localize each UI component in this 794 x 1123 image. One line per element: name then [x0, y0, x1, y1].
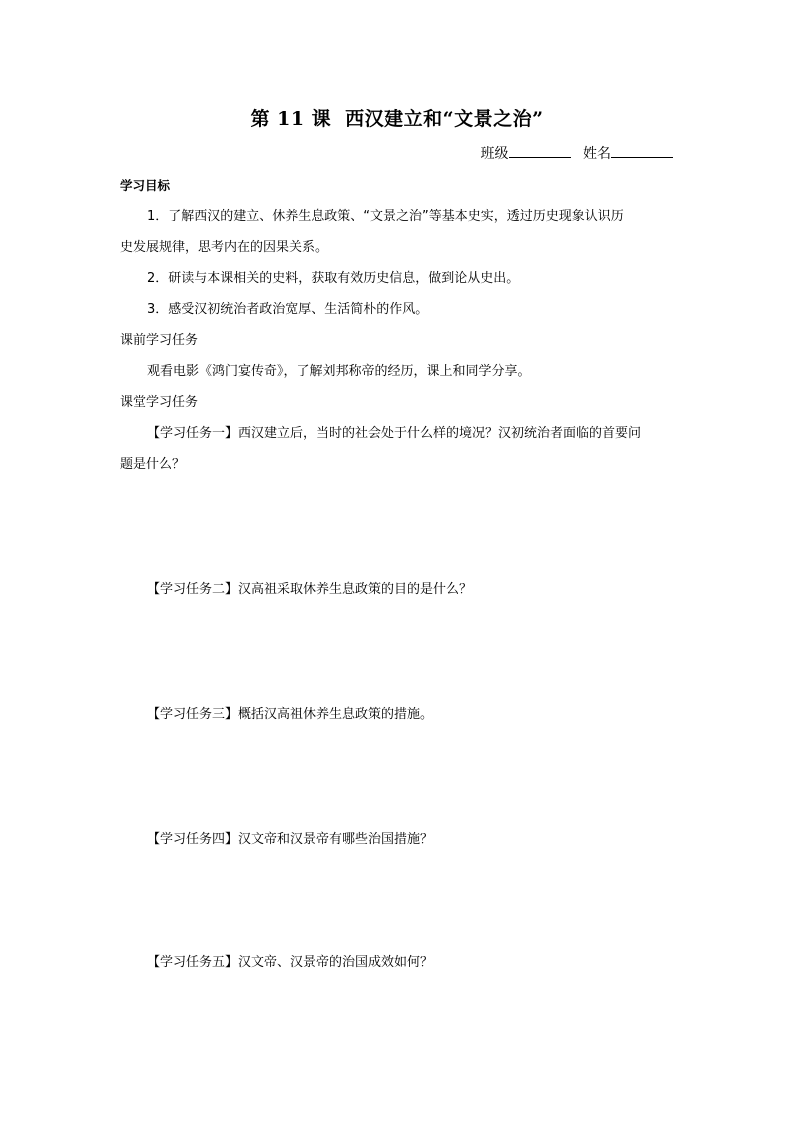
- task-2: [147, 582, 472, 598]
- task-4: [147, 832, 433, 848]
- task-4-label: 【学习任务四】: [147, 832, 239, 847]
- name-label: 姓名: [583, 146, 611, 162]
- name-blank[interactable]: [611, 143, 673, 158]
- task-3: [147, 707, 433, 723]
- task-1-label: 【学习任务一】: [147, 426, 239, 441]
- task-5: [147, 955, 433, 971]
- task-1-text: 西汉建立后，当时的社会处于什么样的境况？汉初统治者面临的首要问: [238, 426, 642, 441]
- task-3-text: 概括汉高祖休养生息政策的措施。: [238, 707, 434, 722]
- objective-2: 2．研读与本课相关的史料，获取有效历史信息，做到论从史出。: [147, 271, 520, 286]
- page-title: [0, 104, 794, 131]
- objective-1-line-1: 1．了解西汉的建立、休养生息政策、“文景之治”等基本史实，透过历史现象认识历: [147, 209, 624, 224]
- task-5-text: 汉文帝、汉景帝的治国成效如何？: [238, 955, 434, 970]
- objective-1-line-2: 史发展规律，思考内在的因果关系。: [120, 240, 329, 255]
- task-2-text: 汉高祖采取休养生息政策的目的是什么？: [238, 582, 473, 597]
- objectives-heading: 学习目标: [120, 178, 171, 193]
- lesson-name: 西汉建立和“文景之治”: [345, 108, 544, 130]
- student-info-row: [481, 143, 673, 163]
- task-1-line-1: [147, 426, 641, 442]
- task-4-text: 汉文帝和汉景帝有哪些治国措施？: [238, 832, 434, 847]
- task-1-line-2: 题是什么？: [120, 457, 186, 472]
- task-5-label: 【学习任务五】: [147, 955, 239, 970]
- pre-class-heading: 课前学习任务: [120, 333, 199, 348]
- task-2-label: 【学习任务二】: [147, 582, 239, 597]
- task-3-label: 【学习任务三】: [147, 707, 239, 722]
- pre-class-text: 观看电影《鸿门宴传奇》，了解刘邦称帝的经历，课上和同学分享。: [147, 364, 531, 379]
- lesson-number: 第 11 课: [250, 108, 332, 130]
- class-label: 班级: [480, 146, 509, 162]
- objective-3: 3．感受汉初统治者政治宽厚、生活简朴的作风。: [147, 302, 429, 317]
- class-blank[interactable]: [509, 143, 571, 158]
- in-class-heading: 课堂学习任务: [120, 395, 199, 410]
